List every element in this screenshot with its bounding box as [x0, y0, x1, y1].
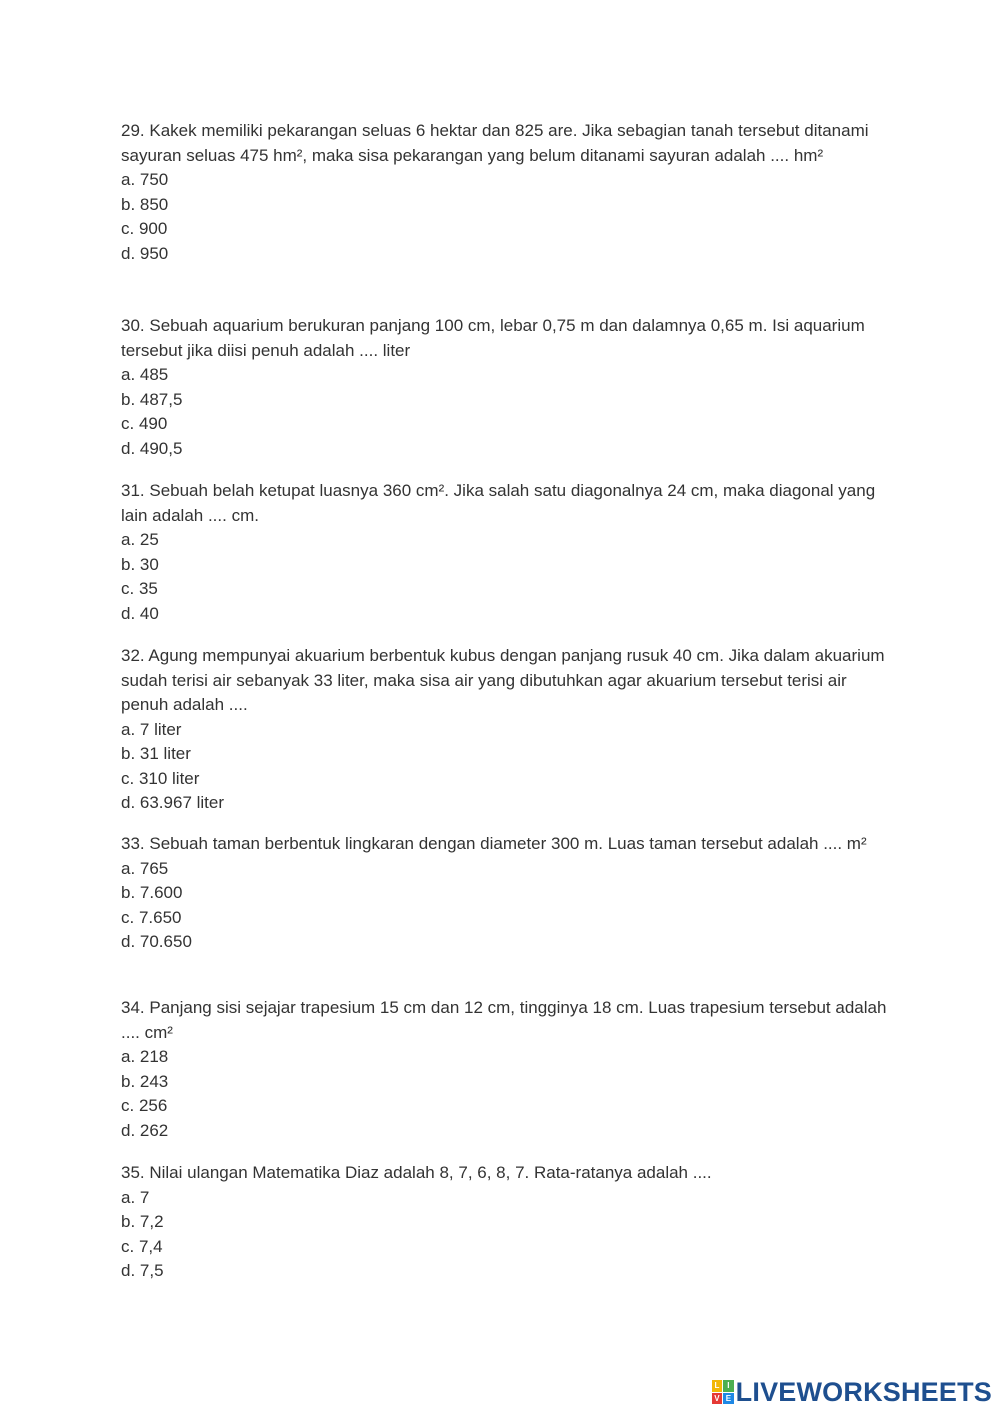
logo-icon — [712, 1380, 734, 1404]
option-d[interactable]: d. 63.967 liter — [121, 793, 225, 812]
question-32 — [121, 644, 891, 816]
liveworksheets-logo — [712, 1377, 992, 1407]
question-text: 29. Kakek memiliki pekarangan seluas 6 hektar dan 825 are. Jika sebagian tanah tersebut ditanami sayuran seluas 475 hm², maka sisa pekarangan yang belum ditanami sayuran adalah .... hm² — [121, 121, 869, 165]
option-c[interactable]: c. 35 — [121, 579, 158, 598]
question-text: 34. Panjang sisi sejajar trapesium 15 cm dan 12 cm, tingginya 18 cm. Luas trapesium tersebut adalah .... cm² — [121, 998, 887, 1042]
logo-text: LIVEWORKSHEETS — [735, 1376, 992, 1407]
option-a[interactable]: a. 218 — [121, 1047, 169, 1066]
question-text: 35. Nilai ulangan Matematika Diaz adalah 8, 7, 6, 8, 7. Rata-ratanya adalah .... — [121, 1163, 712, 1182]
option-c[interactable]: c. 490 — [121, 414, 168, 433]
option-b[interactable]: b. 30 — [121, 554, 159, 574]
option-a[interactable]: a. 765 — [121, 858, 169, 878]
option-c[interactable]: c. 7.650 — [121, 907, 182, 927]
question-text: 31. Sebuah belah ketupat luasnya 360 cm². Jika salah satu diagonalnya 24 cm, maka diagonal yang lain adalah .... cm. — [121, 481, 876, 525]
option-b[interactable]: b. 243 — [121, 1071, 169, 1091]
logo-mark-letter: I — [723, 1380, 734, 1392]
option-b[interactable]: b. 487,5 — [121, 389, 183, 409]
logo-mark-letter: V — [712, 1393, 723, 1405]
question-34 — [121, 996, 891, 1143]
option-c[interactable]: c. 256 — [121, 1096, 168, 1115]
option-d[interactable]: d. 7,5 — [121, 1261, 164, 1280]
option-d[interactable]: d. 40 — [121, 603, 159, 623]
option-d[interactable]: d. 490,5 — [121, 438, 183, 458]
option-a[interactable]: a. 25 — [121, 530, 159, 549]
question-29 — [121, 119, 891, 266]
option-b[interactable]: b. 850 — [121, 194, 169, 214]
logo-mark-letter: L — [712, 1380, 723, 1392]
option-b[interactable]: b. 7,2 — [121, 1212, 164, 1231]
question-text: 30. Sebuah aquarium berukuran panjang 100 cm, lebar 0,75 m dan dalamnya 0,65 m. Isi aquarium tersebut jika diisi penuh adalah .... liter — [121, 316, 865, 360]
option-a[interactable]: a. 485 — [121, 365, 169, 384]
option-b[interactable]: b. 7.600 — [121, 883, 183, 902]
question-text: 32. Agung mempunyai akuarium berbentuk kubus dengan panjang rusuk 40 cm. Jika dalam akuarium sudah terisi air sebanyak 33 liter, maka sisa air yang dibutuhkan agar akuarium tersebut terisi air penuh adalah .... — [121, 646, 885, 714]
option-c[interactable]: c. 900 — [121, 219, 168, 238]
option-a[interactable]: a. 750 — [121, 170, 169, 189]
option-a[interactable]: a. 7 liter — [121, 719, 182, 739]
logo-mark-letter: E — [723, 1393, 734, 1405]
question-31 — [121, 479, 891, 626]
option-a[interactable]: a. 7 — [121, 1187, 150, 1207]
question-35 — [121, 1161, 891, 1284]
question-30 — [121, 314, 891, 461]
option-d[interactable]: d. 950 — [121, 243, 169, 263]
question-33 — [121, 832, 891, 955]
option-d[interactable]: d. 70.650 — [121, 932, 192, 951]
option-b[interactable]: b. 31 liter — [121, 744, 191, 763]
option-c[interactable]: c. 310 liter — [121, 768, 200, 788]
option-c[interactable]: c. 7,4 — [121, 1236, 163, 1256]
question-text: 33. Sebuah taman berbentuk lingkaran dengan diameter 300 m. Luas taman tersebut adalah .... m² — [121, 834, 867, 853]
option-d[interactable]: d. 262 — [121, 1120, 169, 1140]
